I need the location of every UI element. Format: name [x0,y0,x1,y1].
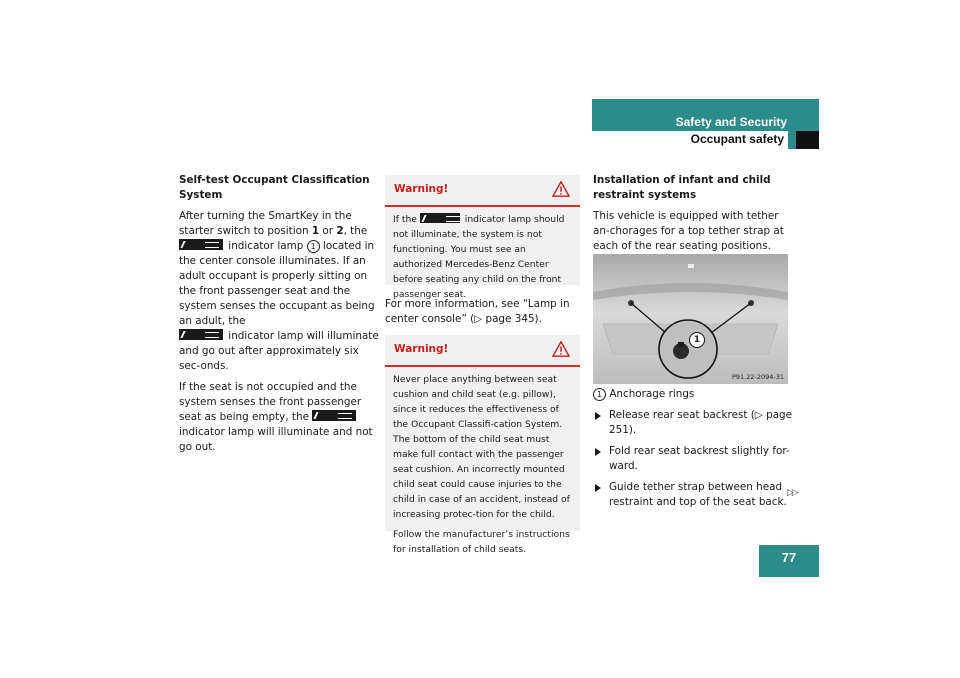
continued-arrow-icon: ▷▷ [787,488,797,498]
self-test-paragraph-1: After turning the SmartKey in the starter switch to position 1 or 2, the indicator lamp 1 located in the center console illuminates. If an adult occupant is properly sitting on the front passenger seat and the system senses the occupant as being an adult, the indicator lamp will illuminate and go out after approximately six sec-onds. [179,210,379,372]
page-number: 77 [759,545,819,577]
warning-box-lamp: Warning! If the indicator lamp should not illuminate, the system is not functioning. You must see an authorized Mercedes-Benz Center before seating any child on the front passenger seat. [385,175,580,285]
header-subsection-strip [592,131,788,149]
step-release-backrest: Release rear seat backrest (▷ page 251). [593,408,793,438]
self-test-heading: Self-test Occupant Classification System [179,174,370,201]
callout-1-icon: 1 [593,388,606,401]
child-restraint-heading: Installation of infant and child restraint systems [593,174,771,201]
passenger-airbag-off-lamp-icon [420,213,460,223]
step-fold-backrest: Fold rear seat backrest slightly for-ward. [593,444,793,474]
more-info-text: For more information, see “Lamp in center console” (▷ page 345). [385,298,570,325]
callout-1-icon: 1 [307,240,320,253]
photo-callout-1: 1 [689,332,705,348]
warning-triangle-icon [552,340,570,358]
warning-title: Warning! [394,183,449,195]
child-restraint-column [593,173,793,260]
anchorage-illustration [593,254,788,384]
self-test-column [179,173,379,461]
section-title: Safety and Security [675,115,787,129]
warning-title: Warning! [394,343,449,355]
tether-anchorage-photo [593,254,788,384]
photo-code: P91.22-2094-31 [731,373,784,381]
passenger-airbag-off-lamp-icon [179,329,223,340]
passenger-airbag-off-lamp-icon [179,239,223,250]
step-guide-tether: Guide tether strap between head restraint and top of the seat back. [593,480,793,510]
instruction-list [593,387,793,516]
self-test-paragraph-2: If the seat is not occupied and the system senses the front passenger seat as being empty, the indicator lamp will illuminate and not go out. [179,381,373,453]
passenger-airbag-off-lamp-icon [312,410,356,421]
warning-box-child-seat: Warning! Never place anything between seat cushion and child seat (e.g. pillow), since it reduces the effectiveness of the Occupant Classifi-cation System. The bottom of the child seat must make full contact with the passenger seat cushion. An incorrectly mounted child seat could cause injuries to the child in case of an accident, instead of increasing protec-tion for the child. Follow the manufacturer’s instructions for installation of child seats. [385,335,580,531]
child-restraint-intro: This vehicle is equipped with tether an-chorages for a top tether strap at each of the rear seating positions. [593,210,784,252]
warning-triangle-icon [552,180,570,198]
subsection-title: Occupant safety [690,132,784,146]
header-marker [796,131,819,149]
caption-anchorage: 1 Anchorage rings [593,387,793,402]
